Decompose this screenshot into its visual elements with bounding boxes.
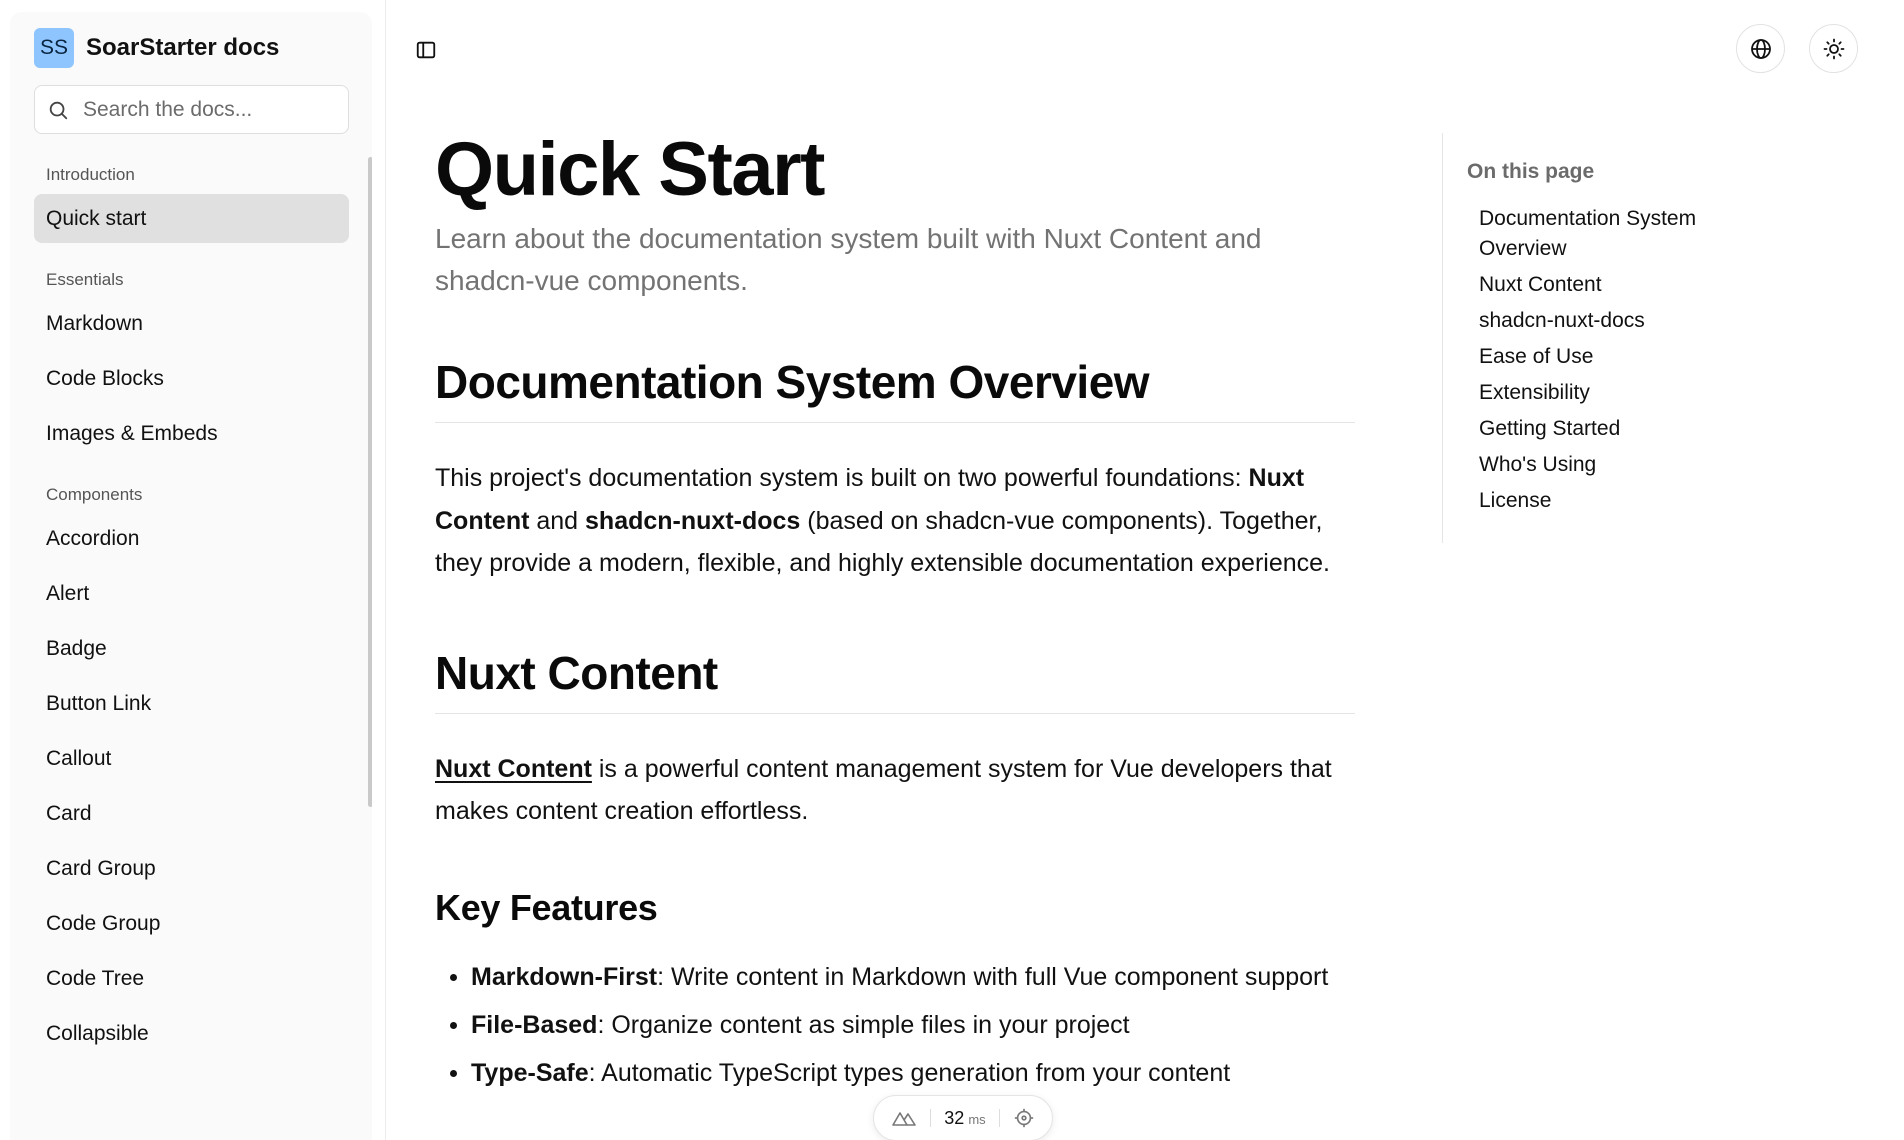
toc-item-shadcn-nuxt-docs[interactable]: shadcn-nuxt-docs (1479, 309, 1645, 332)
toc-item-license[interactable]: License (1479, 489, 1552, 512)
brand-logo: SS (34, 28, 74, 68)
render-time-value: 32 (944, 1107, 965, 1128)
search-input[interactable] (83, 98, 343, 122)
sidebar-item-callout[interactable]: Callout (46, 747, 112, 770)
sidebar-item-alert[interactable]: Alert (46, 582, 90, 605)
language-button[interactable] (1736, 24, 1785, 73)
sidebar-item-button-link[interactable]: Button Link (46, 692, 152, 715)
list-item (435, 1055, 1355, 1091)
nuxt-paragraph (435, 748, 1355, 833)
sidebar-panel-icon (415, 39, 437, 61)
render-time-unit: ms (968, 1111, 986, 1127)
table-of-contents (1442, 133, 1772, 543)
heading-key-features: Key Features (435, 886, 658, 928)
toc-item-getting-started[interactable]: Getting Started (1479, 417, 1621, 440)
text: and (529, 506, 586, 535)
nav-group-components (34, 482, 349, 1058)
brand-name: SoarStarter docs (86, 34, 280, 61)
sun-icon (1822, 37, 1846, 61)
sidebar-item-accordion[interactable]: Accordion (46, 527, 140, 550)
toc-title: On this page (1467, 160, 1595, 183)
nav-group-introduction (34, 162, 349, 243)
heading-nuxt-content: Nuxt Content (435, 643, 1355, 714)
bold-text: Nuxt Content (435, 464, 1305, 535)
divider (999, 1109, 1000, 1127)
sidebar-item-card-group[interactable]: Card Group (46, 857, 156, 880)
bold-text: shadcn-nuxt-docs (585, 506, 801, 535)
sidebar-divider (385, 0, 386, 1140)
theme-toggle-button[interactable] (1809, 24, 1858, 73)
sidebar-item-markdown[interactable]: Markdown (46, 312, 143, 335)
list-item (435, 959, 1355, 995)
sidebar-item-card[interactable]: Card (46, 802, 92, 825)
bold-text: File-Based (471, 1010, 598, 1039)
nuxt-logo-icon[interactable] (891, 1109, 917, 1127)
list-item (435, 1007, 1355, 1043)
nav-group-title: Components (46, 485, 143, 504)
search-box[interactable] (34, 85, 349, 134)
bold-text: Type-Safe (471, 1058, 589, 1087)
page-title: Quick Start (435, 127, 824, 212)
toc-item-nuxt-content[interactable]: Nuxt Content (1479, 273, 1602, 296)
bold-text: Markdown-First (471, 962, 658, 991)
toc-item-whos-using[interactable]: Who's Using (1479, 453, 1597, 476)
sidebar-item-code-tree[interactable]: Code Tree (46, 967, 145, 990)
brand[interactable] (34, 28, 279, 68)
overview-paragraph (435, 457, 1355, 585)
target-icon[interactable] (1013, 1107, 1035, 1129)
toc-item-extensibility[interactable]: Extensibility (1479, 381, 1590, 404)
text: is a powerful content management system for Vue developers that makes content creation effortless. (435, 754, 1332, 825)
nuxt-content-link[interactable]: Nuxt Content (435, 754, 592, 783)
render-time (944, 1108, 985, 1129)
features-list (435, 959, 1355, 1091)
sidebar-item-badge[interactable]: Badge (46, 637, 107, 660)
main-content (435, 120, 1355, 1103)
toc-item-ease-of-use[interactable]: Ease of Use (1479, 345, 1594, 368)
nav-group-title: Introduction (46, 165, 135, 184)
nav-group-essentials (34, 267, 349, 458)
toc-item-documentation-system-overview[interactable]: Documentation System Overview (1479, 207, 1697, 260)
sidebar-item-code-blocks[interactable]: Code Blocks (46, 367, 164, 390)
divider (930, 1109, 931, 1127)
sidebar-item-code-group[interactable]: Code Group (46, 912, 161, 935)
text: : Organize content as simple files in your project (597, 1010, 1130, 1039)
devtools-bar[interactable] (873, 1095, 1053, 1140)
sidebar-item-images-embeds[interactable]: Images & Embeds (46, 422, 218, 445)
nav-group-title: Essentials (46, 270, 124, 289)
sidebar-scrollbar[interactable] (368, 157, 372, 807)
sidebar (10, 12, 372, 1140)
text: (based on shadcn-vue components). Together, they provide a modern, flexible, and highly extensible documentation experience. (435, 506, 1330, 577)
heading-documentation-overview: Documentation System Overview (435, 352, 1355, 423)
text: : Write content in Markdown with full Vue component support (657, 962, 1329, 991)
toc-list (1467, 204, 1772, 516)
search-icon (47, 99, 69, 121)
globe-icon (1749, 37, 1773, 61)
sidebar-nav (34, 162, 349, 1082)
text: : Automatic TypeScript types generation from your content (588, 1058, 1231, 1087)
page-subtitle: Learn about the documentation system built with Nuxt Content and shadcn-vue components. (435, 223, 1262, 296)
sidebar-toggle-button[interactable] (412, 36, 440, 64)
text: This project's documentation system is built on two powerful foundations: (435, 464, 1249, 492)
sidebar-item-quick-start[interactable]: Quick start (34, 194, 349, 243)
sidebar-item-collapsible[interactable]: Collapsible (46, 1022, 149, 1045)
